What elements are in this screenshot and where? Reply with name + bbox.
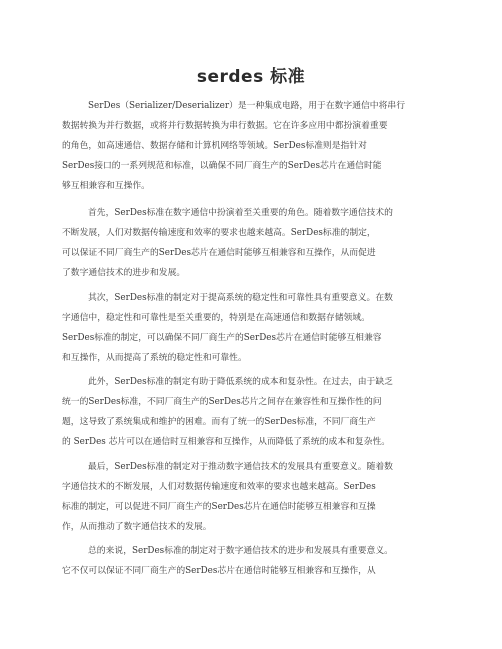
paragraph-line: 够互相兼容和互操作。 [62,181,150,191]
paragraph-line: 字通信技术的不断发展，人们对数据传输速度和效率的要求也越来越高。SerDes [62,482,376,492]
paragraph-second [62,288,444,368]
paragraph-line: SerDes接口的一系列规范和标准，以确保不同厂商生产的SerDes芯片在通信时能 [62,161,382,171]
paragraph-third [62,372,444,452]
paragraph-intro [62,96,444,196]
paragraph-line: 的 SerDes 芯片可以在通信时互相兼容和互操作，从而降低了系统的成本和复杂性。 [62,437,391,447]
paragraph-line: 不断发展，人们对数据传输速度和效率的要求也越来越高。SerDes标准的制定， [62,228,376,238]
paragraph-line: 统一的SerDes标准，不同厂商生产的SerDes芯片之间存在兼容性和互操作性的问 [62,397,382,407]
paragraph-line: 作，从而推动了数字通信技术的发展。 [62,522,212,532]
paragraph-line: 其次，SerDes标准的制定对于提高系统的稳定性和可靠性具有重要意义。在数 [88,293,393,303]
paragraph-fourth [62,457,444,537]
paragraph-conclusion [62,541,444,581]
paragraph-line: SerDes标准的制定，可以确保不同厂商生产的SerDes芯片在通信时能够互相兼容 [62,333,382,343]
paragraph-line: 总的来说，SerDes标准的制定对于数字通信技术的进步和发展具有重要意义。 [88,546,393,556]
paragraph-line: 最后，SerDes标准的制定对于推动数字通信技术的发展具有重要意义。随着数 [88,462,393,472]
paragraph-first [62,203,444,283]
paragraph-line: 数据转换为并行数据，或将并行数据转换为串行数据。它在许多应用中都扮演着重要 [62,121,388,131]
paragraph-line: 可以保证不同厂商生产的SerDes芯片在通信时能够互相兼容和互操作，从而促进 [62,248,376,258]
paragraph-line: 字通信中，稳定性和可靠性是至关重要的，特别是在高速通信和数据存储领域。 [62,313,370,323]
paragraph-line: 此外，SerDes标准的制定有助于降低系统的成本和复杂性。在过去，由于缺乏 [88,377,393,387]
document-title: serdes 标准 [196,67,306,87]
paragraph-line: 首先，SerDes标准在数字通信中扮演着至关重要的角色。随着数字通信技术的 [88,208,393,218]
paragraph-line: 标准的制定，可以促进不同厂商生产的SerDes芯片在通信时能够互相兼容和互操 [62,502,376,512]
paragraph-line: SerDes（Serializer/Deserializer）是一种集成电路，用于在数字通信中将串行 [88,101,405,111]
paragraph-line: 了数字通信技术的进步和发展。 [62,268,186,278]
paragraph-line: 题，这导致了系统集成和维护的困难。而有了统一的SerDes标准，不同厂商生产 [62,417,376,427]
paragraph-line: 和互操作，从而提高了系统的稳定性和可靠性。 [62,353,247,363]
paragraph-line: 它不仅可以保证不同厂商生产的SerDes芯片在通信时能够互相兼容和互操作，从 [62,566,376,576]
paragraph-line: 的角色，如高速通信、数据存储和计算机网络等领域。SerDes标准则是指针对 [62,141,367,151]
